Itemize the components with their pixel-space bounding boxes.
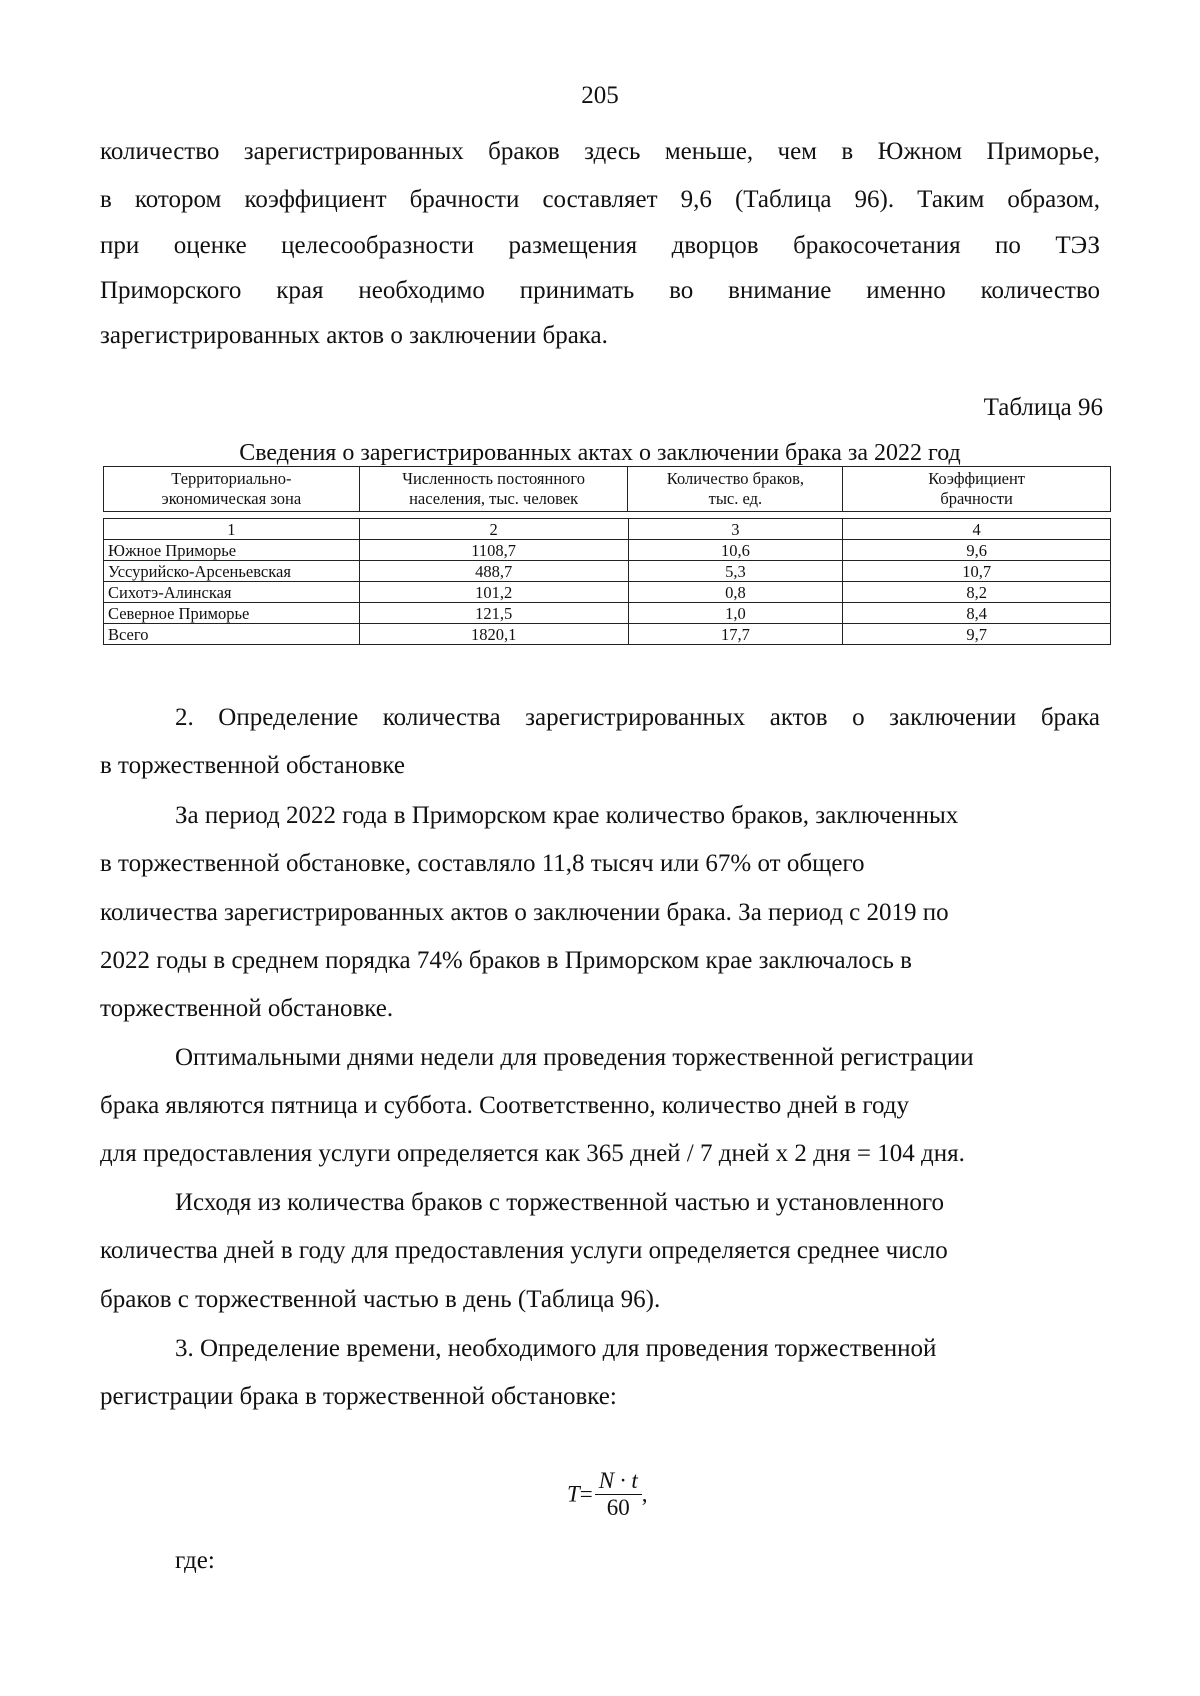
- table-header: [103, 466, 1111, 512]
- population-cell: 1820,1: [359, 624, 628, 645]
- text-line: для предоставления услуги определяется как 365 дней / 7 дней х 2 дня = 104 дня.: [100, 1140, 965, 1167]
- zone-cell: Всего: [104, 624, 360, 645]
- col-number: 4: [843, 519, 1111, 540]
- population-cell: 1108,7: [359, 540, 628, 561]
- table-row: [104, 561, 1111, 582]
- text-line: торжественной обстановке.: [100, 995, 394, 1022]
- marriages-cell: 1,0: [628, 603, 843, 624]
- text-line: при оценке целесообразности размещения дворцов бракосочетания по ТЭЗ: [100, 232, 1100, 259]
- table-title: Сведения о зарегистрированных актах о заключении брака за 2022 год: [239, 440, 961, 466]
- data-table: [103, 518, 1111, 645]
- formula-denominator: 60: [606, 1495, 630, 1520]
- table-row: [104, 603, 1111, 624]
- text-line: регистрации брака в торжественной обстановке:: [100, 1383, 617, 1410]
- text-line: в торжественной обстановке, составляло 11,8 тысяч или 67% от общего: [100, 850, 865, 877]
- column-number-row: [104, 519, 1111, 540]
- zone-cell: Северное Приморье: [104, 603, 360, 624]
- col-number: 3: [628, 519, 843, 540]
- population-cell: 101,2: [359, 582, 628, 603]
- marriages-cell: 17,7: [628, 624, 843, 645]
- text-line: За период 2022 года в Приморском крае количество браков, заключенных: [175, 802, 959, 829]
- rate-cell: 10,7: [843, 561, 1111, 582]
- table-row: [104, 540, 1111, 561]
- text-line: Приморского края необходимо принимать во внимание именно количество: [100, 277, 1100, 304]
- header-cell-population: Численность постоянного населения, тыс. человек: [359, 467, 628, 512]
- population-cell: 488,7: [359, 561, 628, 582]
- col-number: 2: [359, 519, 628, 540]
- table-total-row: [104, 624, 1111, 645]
- table-row: [104, 582, 1111, 603]
- formula-numerator: N · t: [595, 1468, 642, 1495]
- formula-equals: =: [579, 1481, 593, 1507]
- text-line: количества зарегистрированных актов о заключении брака. За период с 2019 по: [100, 899, 949, 926]
- zone-cell: Уссурийско-Арсеньевская: [104, 561, 360, 582]
- formula-tail: ,: [641, 1481, 648, 1507]
- header-cell-zone: Территориально- экономическая зона: [104, 467, 360, 512]
- text-line: 2. Определение количества зарегистрированных актов о заключении брака: [175, 704, 1100, 731]
- rate-cell: 9,6: [843, 540, 1111, 561]
- text-line: в торжественной обстановке: [100, 752, 405, 779]
- where-label: где:: [175, 1547, 215, 1574]
- table-header-row: [104, 467, 1111, 512]
- text-line: 3. Определение времени, необходимого для проведения торжественной: [175, 1335, 937, 1362]
- table-caption: Таблица 96: [983, 394, 1103, 421]
- formula-lhs: T: [567, 1481, 580, 1507]
- rate-cell: 8,4: [843, 603, 1111, 624]
- text-line: Оптимальными днями недели для проведения торжественной регистрации: [175, 1044, 974, 1071]
- text-line: количества дней в году для предоставления услуги определяется среднее число: [100, 1237, 948, 1264]
- text-line: в котором коэффициент брачности составляет 9,6 (Таблица 96). Таким образом,: [100, 186, 1100, 213]
- text-line: Исходя из количества браков с торжественной частью и установленного: [175, 1189, 945, 1216]
- marriages-cell: 10,6: [628, 540, 843, 561]
- rate-cell: 8,2: [843, 582, 1111, 603]
- marriages-cell: 0,8: [628, 582, 843, 603]
- text-line: количество зарегистрированных браков здесь меньше, чем в Южном Приморье,: [100, 138, 1100, 165]
- header-cell-rate: Коэффициент брачности: [843, 467, 1111, 512]
- time-formula: [567, 1468, 648, 1521]
- header-cell-marriages: Количество браков, тыс. ед.: [628, 467, 843, 512]
- col-number: 1: [104, 519, 360, 540]
- rate-cell: 9,7: [843, 624, 1111, 645]
- marriages-cell: 5,3: [628, 561, 843, 582]
- text-line: 2022 годы в среднем порядка 74% браков в Приморском крае заключалось в: [100, 947, 912, 974]
- text-line: браков с торжественной частью в день (Таблица 96).: [100, 1286, 661, 1313]
- text-line: зарегистрированных актов о заключении брака.: [100, 322, 608, 349]
- text-line: брака являются пятница и суббота. Соответственно, количество дней в году: [100, 1092, 909, 1119]
- zone-cell: Южное Приморье: [104, 540, 360, 561]
- zone-cell: Сихотэ-Алинская: [104, 582, 360, 603]
- formula-fraction: [595, 1468, 642, 1521]
- page-number: 205: [581, 82, 619, 109]
- population-cell: 121,5: [359, 603, 628, 624]
